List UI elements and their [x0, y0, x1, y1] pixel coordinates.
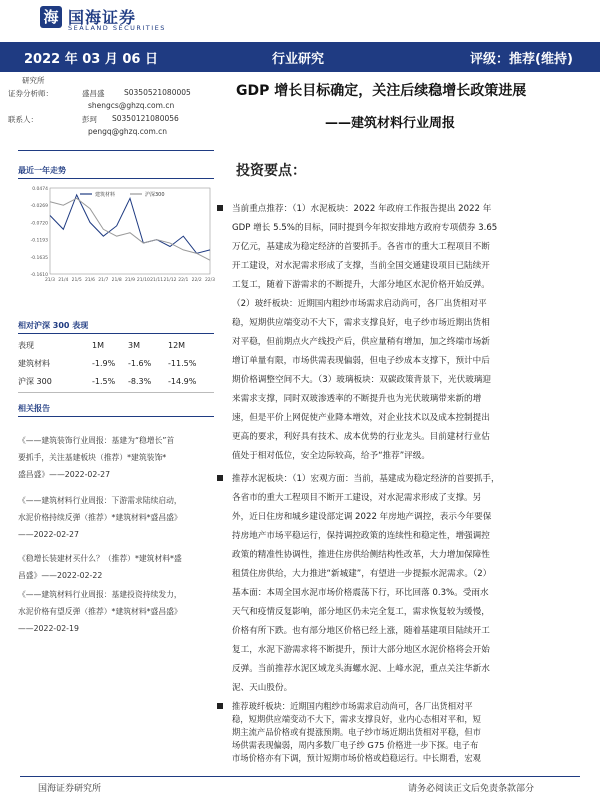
divider	[18, 333, 214, 334]
related-section-title: 相关报告	[18, 404, 50, 413]
x-tick-label: 21/10	[136, 278, 150, 283]
contact-label: 联系人：	[8, 115, 38, 124]
table-header-cell: 表现	[18, 340, 34, 350]
related-report-item[interactable]: 《——建筑材料行业周报：下游需求陆续启动， 水泥价格持续反弹（推荐）*建筑材料*盛昌盛》 ——2022-02-27	[18, 496, 182, 539]
trend-section-title: 最近一年走势	[18, 166, 66, 175]
x-tick-label: 21/12	[163, 278, 177, 283]
table-row	[18, 354, 214, 372]
report-rating: 评级：推荐(维持)	[470, 52, 573, 67]
table-header-cell: 12M	[168, 340, 186, 350]
footer-left: 国海证券研究所	[38, 784, 102, 794]
x-tick-label: 21/11	[150, 278, 164, 283]
table-header-cell: 1M	[92, 340, 104, 350]
y-tick-label: -0.1635	[30, 255, 48, 261]
report-title: GDP 增长目标确定，关注后续稳增长政策进展	[236, 83, 527, 99]
logo-subtext: SEALAND SECURITIES	[68, 24, 166, 32]
y-tick-labels	[31, 186, 49, 278]
x-tick-label: 22/1	[178, 278, 189, 283]
table-cell: -14.9%	[168, 376, 197, 386]
related-report-item[interactable]: 《稳增长装建材买什么？（推荐）*建筑材料*盛 昌盛》——2022-02-22	[18, 554, 182, 580]
y-tick-label: -0.1193	[30, 238, 48, 244]
x-tick-label: 21/8	[111, 278, 122, 283]
table-cell: 沪深 300	[18, 376, 52, 386]
table-cell: -1.5%	[92, 376, 116, 386]
table-cell: 建筑材料	[18, 358, 50, 368]
key-point-paragraph: 当前重点推荐：（1）水泥板块：2022 年政府工作报告提出 2022 年 GDP 增长 5.5%的目标，同时提到今年拟安排地方政府专项债券 3.65 万亿元，基建成为稳定经济的首要抓手。各省市的重大工程项目不断 开工建设，对水泥需求形成了支撑，当前全国交通建设项目已陆续开 工复工，随着下游需求的不断提升，大部分地区水泥价格开始反弹。 （2）玻纤板块：近期国内粗纱市场需求启动尚可，各厂出货相对平 稳，短期供应端变动不大下，需求支撑良好，电子纱市场近期出货相 对平稳，但前期点火产线投产后，供应量稍有增加，加之终端市场新 增订单量有限，市场供需表现偏弱，但电子纱成本支撑下，预计中后 期价格调整空间不大。（3）玻璃板块：双碳政策背景下，光伏玻璃迎 来需求支撑，同时双玻渗透率的不断提升也为光伏玻璃带来新的增 速，但是平价上网促使产业降本增效，对企业技术以及成本控制提出 更高的要求，利好具有技术、成本优势的行业龙头。目前建材行业估 值处于相对低位，安全边际较高，给予“推荐”评级。	[232, 200, 580, 466]
bullet-icon	[217, 205, 223, 211]
key-point-paragraph: 推荐玻纤板块：近期国内粗纱市场需求启动尚可，各厂出货相对平 稳，短期供应端变动不大下，需求支撑良好，业内心态相对平和，短 期主流产品价格或有提涨预期。电子纱市场近期出货相对平稳，但市 场供需表现偏弱，周内多数厂电子纱 G75 价格进一步下探。电子布 市场价格亦有下调，预计短期市场价格或趋稳运行。中长期看，宏观	[232, 700, 580, 765]
divider	[18, 416, 214, 417]
report-category: 行业研究	[272, 52, 325, 67]
table-header-cell: 3M	[128, 340, 140, 350]
y-tick-label: -0.1610	[30, 273, 48, 278]
footer-right: 请务必阅读正文后免责条款部分	[408, 784, 535, 794]
header-banner	[0, 42, 600, 72]
key-point-paragraph: 推荐水泥板块：（1）宏观方面：当前，基建成为稳定经济的首要抓手， 各省市的重大工程项目不断开工建设，对水泥需求形成了支撑。另 外，近日住房和城乡建设部定调 2022 年房地产调控，表示今年要保 持房地产市场平稳运行，保持调控政策的连续性和稳定性，增强调控 政策的精准性协调性，推进住房供给侧结构性改革，大力增加保障性 租赁住房供给，大力推进“新城建”，有望进一步提振水泥需求。（2） 基本面：本周全国水泥市场价格震荡下行，环比回落 0.3%。受雨水 天气和疫情反复影响，部分地区仍未完全复工，需求恢复较为缓慢， 价格有所下跌。也有部分地区价格已经上涨，随着基建项目陆续开工 复工，水泥下游需求将不断提升，预计大部分地区水泥价格将会开始 反弹。当前推荐水泥区域龙头海螺水泥、上峰水泥，重点关注华新水 泥、天山股份。	[232, 470, 580, 698]
report-date: 2022 年 03 月 06 日	[24, 52, 158, 67]
chart-legend	[80, 191, 165, 198]
related-report-item[interactable]: 《——建筑材料行业周报：基建投资持续发力， 水泥价格有望反弹（推荐）*建筑材料*盛昌盛》 ——2022-02-19	[18, 590, 182, 633]
institute-label: 研究所	[22, 76, 45, 85]
series-lines	[50, 195, 210, 260]
related-report-item[interactable]: 《——建筑装饰行业周报：基建为“稳增长”首 要抓手，关注基建板块（推荐）*建筑装饰* 盛昌盛》——2022-02-27	[18, 436, 175, 479]
x-tick-label: 21/3	[44, 278, 56, 283]
contact-cert: S0350121080056	[112, 114, 179, 123]
table-header-row	[18, 336, 214, 354]
logo-mark: 海	[40, 6, 62, 28]
contact-name: 彭珂	[82, 115, 97, 124]
table-cell: -1.9%	[92, 358, 116, 368]
analyst-email[interactable]: shengcs@ghzq.com.cn	[88, 101, 175, 110]
divider	[18, 150, 214, 151]
trend-chart	[18, 182, 214, 292]
x-tick-label: 22/3	[204, 278, 216, 283]
bullet-icon	[217, 475, 223, 481]
footer-divider	[20, 776, 580, 777]
legend-label: 建筑材料	[95, 192, 116, 198]
performance-table	[18, 336, 214, 390]
contact-email[interactable]: pengq@ghzq.com.cn	[88, 127, 168, 136]
legend-label: 沪深300	[145, 192, 165, 198]
analyst-label: 证券分析师：	[8, 89, 53, 98]
bullet-icon	[217, 703, 223, 709]
x-tick-label: 21/9	[124, 278, 136, 283]
series-line	[50, 195, 210, 253]
y-tick-label: 0.0474	[32, 187, 48, 192]
series-line	[50, 198, 210, 260]
divider	[18, 392, 214, 393]
report-subtitle: ——建筑材料行业周报	[325, 116, 456, 131]
table-cell: -1.6%	[128, 358, 152, 368]
analyst-cert: S0350521080005	[124, 88, 191, 97]
table-row	[18, 372, 214, 390]
table-cell: -8.3%	[128, 376, 152, 386]
performance-section-title: 相对沪深 300 表现	[18, 321, 89, 330]
analyst-name: 盛昌盛	[82, 89, 105, 98]
logo-text: 国海证券	[68, 8, 137, 27]
x-tick-label: 21/7	[98, 278, 109, 283]
y-tick-label: -0.0720	[30, 221, 48, 227]
x-tick-label: 21/5	[71, 278, 82, 283]
x-tick-label: 21/6	[84, 278, 96, 283]
table-cell: -11.5%	[168, 358, 197, 368]
x-tick-label: 22/2	[191, 278, 202, 283]
x-tick-labels	[45, 277, 215, 283]
divider	[18, 178, 214, 179]
x-tick-label: 21/4	[58, 278, 69, 283]
key-points-heading: 投资要点：	[236, 163, 306, 179]
y-tick-label: -0.0269	[30, 204, 48, 210]
